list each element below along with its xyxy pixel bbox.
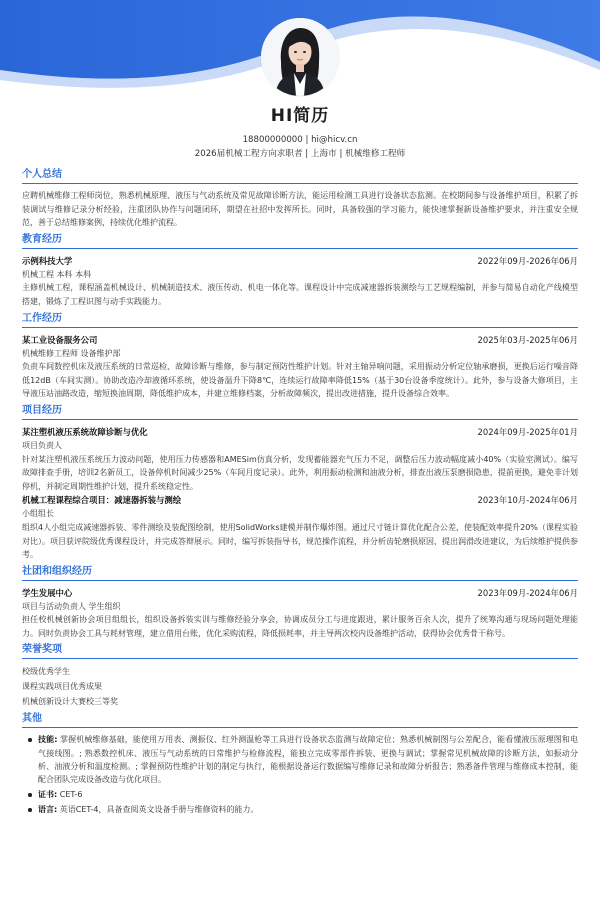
- work-entry: [22, 333, 578, 401]
- avatar: [261, 18, 339, 96]
- awards-list: [22, 664, 578, 709]
- entry-subtitle: 机械工程 本科 本科: [22, 269, 92, 279]
- entry-date: 2023年09月-2024年06月: [477, 587, 578, 598]
- section-awards: [22, 643, 578, 709]
- section-title: 社团和组织经历: [22, 565, 92, 577]
- entry-description: 针对某注塑机液压系统压力波动问题，使用压力传感器和AMESim仿真分析，发现蓄能器充气压力不足，调整后压力波动幅度减小40%（实验室测试）。编写故障排查手册，培训2名新员工，设备停机时间减少25%（车间月度记录）。此外，利用振动检测和油液分析，排查出液压泵磨损隐患，提前更换，避免非计划停机，并制定周期性维护计划，提升系统稳定性。: [22, 454, 578, 491]
- section-work: [22, 312, 578, 401]
- bullet-icon: [28, 808, 32, 812]
- entry-org: 学生发展中心: [22, 587, 73, 598]
- avatar-portrait-graphic: [261, 18, 339, 96]
- other-list: [22, 733, 578, 816]
- award-item: 校级优秀学生: [22, 667, 70, 677]
- section-divider: [22, 658, 578, 659]
- entry-header: [22, 586, 578, 600]
- project-entry: [22, 425, 578, 493]
- entry-date: 2023年10月-2024年06月: [477, 495, 578, 506]
- section-title: 教育经历: [22, 233, 62, 245]
- education-entry: [22, 254, 578, 309]
- campus-entry: [22, 586, 578, 641]
- section-title: 工作经历: [22, 312, 62, 324]
- candidate-name: HI简历: [270, 106, 330, 126]
- resume-content: [22, 168, 578, 820]
- section-projects: [22, 404, 578, 562]
- section-summary: [22, 168, 578, 230]
- entry-header: [22, 493, 578, 507]
- section-other: [22, 712, 578, 816]
- entry-org: 某注塑机液压系统故障诊断与优化: [22, 426, 148, 437]
- entry-header: [22, 254, 578, 268]
- entry-description: 主修机械工程，课程涵盖机械设计、机械制造技术、液压传动、机电一体化等。课程设计中完成减速器拆装测绘与工艺规程编制，并参与简易自动化产线模型搭建，锻炼了工程识图与动手实践能力。: [22, 283, 578, 306]
- entry-description: 担任校机械创新协会项目组组长，组织设备拆装实训与维修经验分享会，协调成员分工与进度跟进，累计服务百余人次，提升了统筹沟通与现场问题处理能力。同时负责协会工具与耗材管理，建立借用台账，优化采购流程，降低损耗率，并主导两次校内设备维护活动，获得协会优秀骨干称号。: [22, 615, 578, 638]
- entry-org: 某工业设备服务公司: [22, 334, 98, 345]
- award-item: 课程实践项目优秀成果: [22, 682, 102, 692]
- section-divider: [22, 183, 578, 184]
- summary-text: 应聘机械维修工程师岗位，熟悉机械原理、液压与气动系统及常见故障诊断方法，能运用检测工具进行设备状态监测。在校期间参与设备维护项目，积累了拆装调试与维修记录分析经验，注重团队协作与问题闭环，期望在社招中发挥所长。同时，具备较强的学习能力，能快速掌握新设备维护要求，并注重安全规范，善于总结维修案例，持续优化维护流程。: [22, 191, 578, 228]
- entry-header: [22, 425, 578, 439]
- section-divider: [22, 727, 578, 728]
- section-campus: [22, 565, 578, 641]
- contact-separator: |: [302, 135, 312, 145]
- section-divider: [22, 580, 578, 581]
- contact-line: [0, 133, 600, 147]
- entry-description: 负责车间数控机床及液压系统的日常巡检、故障诊断与维修，参与制定预防性维护计划。针对主轴异响问题，采用振动分析定位轴承磨损，更换后运行噪音降低12dB（车间实测）。协助改造冷却液循环系统，使设备温升下降8℃，连续运行故障率降低15%（基于30台设备季度统计）。此外，参与设备大修项目，主导液压站油路改造，缩短换油周期，降低维护成本，并建立维修档案，分析故障频次，提出改进措施，提升设备综合效率。: [22, 362, 578, 399]
- entry-date: 2022年09月-2026年06月: [477, 255, 578, 266]
- phone-number: 18800000000: [242, 135, 303, 145]
- other-item-key: 证书:: [38, 790, 58, 800]
- entry-subtitle: 项目与活动负责人 学生组织: [22, 601, 121, 611]
- entry-subtitle: 小组组长: [22, 509, 54, 519]
- entry-date: 2025年03月-2025年06月: [477, 334, 578, 345]
- entry-date: 2024年09月-2025年01月: [477, 426, 578, 437]
- bullet-icon: [28, 793, 32, 797]
- section-title: 项目经历: [22, 404, 62, 416]
- entry-header: [22, 333, 578, 347]
- job-intent-line: 2026届机械工程方向求职者 | 上海市 | 机械维修工程师: [194, 149, 406, 159]
- bullet-icon: [28, 738, 32, 742]
- other-item-value: CET-6: [57, 790, 83, 800]
- entry-org: 机械工程课程综合项目：减速器拆装与测绘: [22, 495, 182, 506]
- email-address: hi@hicv.cn: [311, 135, 358, 145]
- contact-block: [0, 133, 600, 161]
- project-entry: [22, 493, 578, 561]
- entry-subtitle: 机械维修工程师 设备维护部: [22, 348, 121, 358]
- other-item-value: 掌握机械维修基础，能使用万用表、测振仪、红外测温枪等工具进行设备状态监测与故障定位；熟悉机械制图与公差配合，能看懂液压原理图和电气接线图。; 熟悉数控机床、液压与气动系统的日常维护与检修流程，能独立完成零部件拆装、更换与调试；掌握常见机械故障的诊断方法，如振动分析、油液分析和温度检测。; 掌握预防性维护计划的制定与执行，能根据设备运行数据编写维修记录和故障分析报告；熟悉备件管理与维修成本控制，能配合团队完成设备改造与优化项目。: [38, 735, 578, 785]
- other-item: [38, 803, 578, 816]
- section-title: 荣誉奖项: [22, 644, 62, 656]
- section-education: [22, 233, 578, 309]
- section-title: 个人总结: [22, 169, 62, 180]
- other-item: [38, 788, 578, 801]
- other-item-key: 语言:: [38, 805, 58, 815]
- section-divider: [22, 248, 578, 249]
- entry-description: 组织4人小组完成减速器拆装、零件测绘及装配图绘制，使用SolidWorks建模并制作爆炸图。通过尺寸链计算优化配合公差，使装配效率提升20%（课程实验对比）。项目获评院级优秀课程设计，并完成答辩展示。同时，编写拆装指导书，规范操作流程，并分析齿轮磨损原因，提出润滑改进建议，为后续维护提供参考。: [22, 522, 578, 560]
- section-divider: [22, 327, 578, 328]
- entry-org: 示例科技大学: [22, 255, 73, 266]
- other-item: [38, 733, 578, 786]
- award-item: 机械创新设计大赛校三等奖: [22, 697, 118, 707]
- entry-subtitle: 项目负责人: [22, 440, 62, 450]
- section-title: 其他: [22, 713, 42, 725]
- other-item-key: 技能:: [38, 735, 58, 745]
- section-divider: [22, 419, 578, 420]
- other-item-value: 英语CET-4，具备查阅英文设备手册与维修资料的能力。: [57, 805, 259, 815]
